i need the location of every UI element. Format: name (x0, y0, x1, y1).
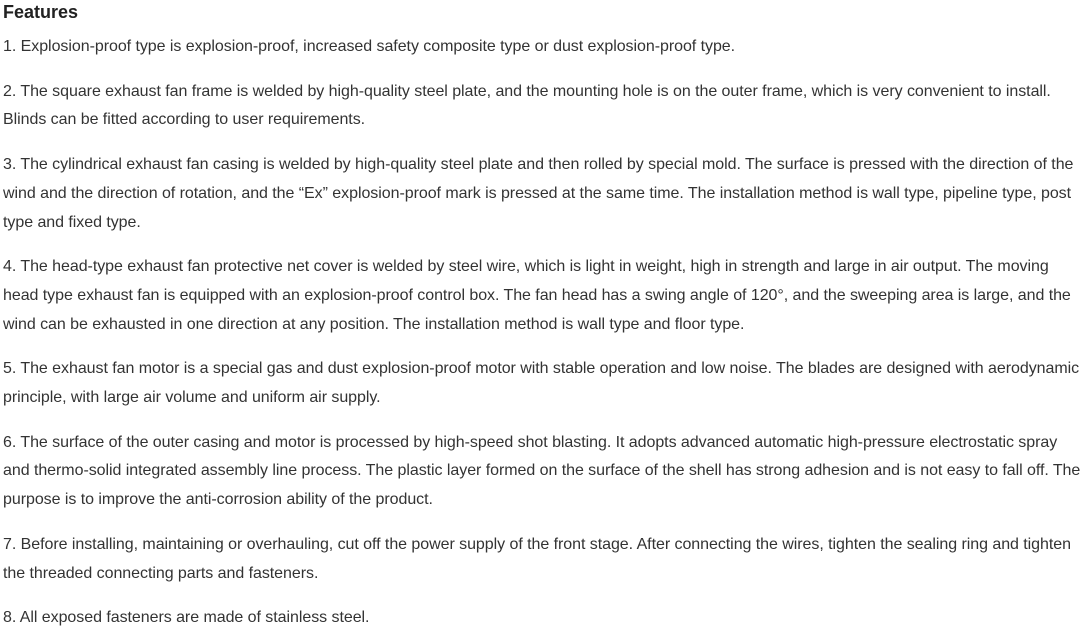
feature-item-7: 7. Before installing, maintaining or overhauling, cut off the power supply of the front stage. After connecting the wires, tighten the sealing ring and tighten the threaded connecting parts and fasteners. (3, 535, 1071, 582)
feature-item-5: 5. The exhaust fan motor is a special gas and dust explosion-proof motor with stable operation and low noise. The blades are designed with aerodynamic principle, with large air volume and uniform air supply. (3, 360, 1080, 407)
feature-item-8: 8. All exposed fasteners are made of stainless steel. (3, 609, 370, 627)
feature-item-1: 1. Explosion-proof type is explosion-proof, increased safety composite type or dust explosion-proof type. (3, 38, 736, 55)
features-heading: Features (3, 2, 79, 22)
feature-item-3: 3. The cylindrical exhaust fan casing is welded by high-quality steel plate and then rolled by special mold. The surface is pressed with the direction of the wind and the direction of rotation, and the “Ex” explosion-proof mark is pressed at the same time. The installation method is wall type, pipeline type, post type and fixed type. (3, 156, 1074, 231)
feature-item-2: 2. The square exhaust fan frame is welded by high-quality steel plate, and the mounting hole is on the outer frame, which is very convenient to install. Blinds can be fitted according to user requirements. (3, 82, 1051, 129)
feature-item-4: 4. The head-type exhaust fan protective net cover is welded by steel wire, which is light in weight, high in strength and large in air output. The moving head type exhaust fan is equipped with an explosion-proof control box. The fan head has a swing angle of 120°, and the sweeping area is large, and the wind can be exhausted in one direction at any position. The installation method is wall type and floor type. (3, 258, 1071, 333)
feature-item-6: 6. The surface of the outer casing and motor is processed by high-speed shot blasting. It adopts advanced automatic high-pressure electrostatic spray and thermo-solid integrated assembly line process. The plastic layer formed on the surface of the shell has strong adhesion and is not easy to fall off. The purpose is to improve the anti-corrosion ability of the product. (3, 433, 1081, 509)
